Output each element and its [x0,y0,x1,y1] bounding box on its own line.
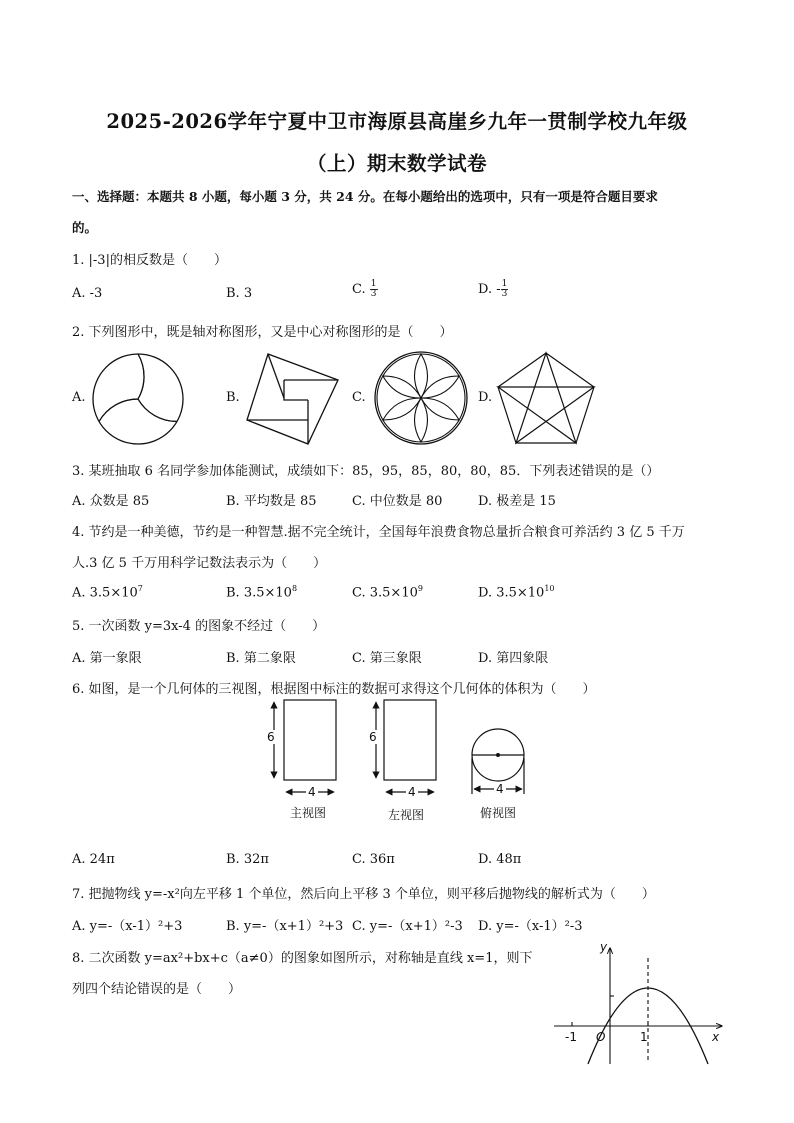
q4-option-b: B. $3.5\times 10^8$ [226,584,298,601]
q3-option-b: B. 平均数是 85 [226,494,317,509]
q6-option-d: D. 48π [478,852,522,867]
q6-front-height-label: 6 [267,730,275,744]
q8-tick-1-label: 1 [640,1030,648,1044]
q2-option-d: D. [478,390,493,405]
q2-option-c: C. [352,390,366,405]
q2-figure-b-square [244,352,340,446]
q1-option-c: C. $\frac{1}{3}$ [352,279,377,299]
q2-figure-c-flower [373,350,469,446]
q3-option-c: C. 中位数是 80 [352,494,443,509]
q2-option-b: B. [226,390,240,405]
q8-tick-neg1-label: -1 [565,1030,577,1044]
side-view-rect [384,700,436,780]
q1-option-b: B. 3 [226,286,253,301]
q8-origin-label: O [596,1030,606,1044]
q4-option-a: A. $3.5\times 10^7$ [72,584,143,601]
q2-stem: 2. 下列图形中，既是轴对称图形，又是中心对称图形的是（ ） [72,325,453,340]
q4-stem-line2: 人.3 亿 5 千万用科学记数法表示为（ ） [72,556,327,571]
q3-stem: 3. 某班抽取 6 名同学参加体能测试，成绩如下：85，95，85，80，80，85．下列表述错误的是（） [72,464,660,479]
q6-side-width-label: 4 [408,785,416,799]
q5-option-b: B. 第二象限 [226,651,296,666]
q8-y-axis-label: y [600,940,608,954]
q6-option-b: B. 32π [226,852,269,867]
front-view-rect [284,700,336,780]
q1-option-d: D. - $\frac{1}{3}$ [478,279,508,299]
q4-stem-line1: 4. 节约是一种美德，节约是一种智慧.据不完全统计，全国每年浪费食物总量折合粮食可养活约 3 亿 5 千万 [72,525,685,540]
q7-option-d: D. y=-（x-1）²-3 [478,919,583,934]
q8-stem-line2: 列四个结论错误的是（ ） [72,982,242,997]
q7-option-c: C. y=-（x+1）²-3 [352,919,463,934]
q1-c-fraction: $\frac{1}{3}$ [370,279,377,299]
q6-top-view-caption: 俯视图 [480,806,517,820]
exam-title-line1: 2025-2026学年宁夏中卫市海原县高崖乡九年一贯制学校九年级 [106,110,688,133]
q6-stem: 6. 如图，是一个几何体的三视图，根据图中标注的数据可求得这个几何体的体积为（ ） [72,682,596,697]
q3-option-a: A. 众数是 85 [72,494,150,509]
q6-side-view-caption: 左视图 [388,808,425,822]
q6-top-width-label: 4 [496,782,504,796]
q6-option-c: C. 36π [352,852,395,867]
q8-parabola-graph [552,942,730,1068]
q5-option-c: C. 第三象限 [352,651,422,666]
exam-title-line2: （上）期末数学试卷 [306,152,487,175]
section-instructions-line1: 一、选择题：本题共 8 小题，每小题 3 分，共 24 分。在每小题给出的选项中，只有一项是符合题目要求 [72,189,658,204]
q6-side-height-label: 6 [369,730,377,744]
q6-option-a: A. 24π [72,852,115,867]
q4-option-d: D. $3.5\times 10^{10}$ [478,584,555,601]
q5-option-d: D. 第四象限 [478,651,549,666]
q2-figure-a-circle-trefoil [91,352,185,446]
q1-option-a: A. -3 [72,286,103,301]
q7-option-b: B. y=-（x+1）²+3 [226,919,344,934]
q7-stem: 7. 把抛物线 y=-x²向左平移 1 个单位，然后向上平移 3 个单位，则平移后抛物线的解析式为（ ） [72,887,655,902]
section-instructions-line2: 的。 [72,220,98,235]
q2-option-a: A. [72,390,86,405]
q6-front-view-caption: 主视图 [290,806,327,820]
q8-x-axis-label: x [712,1030,720,1044]
q1-d-fraction: $\frac{1}{3}$ [501,279,508,299]
q2-figure-d-pentagram [496,350,596,446]
q7-option-a: A. y=-（x-1）²+3 [72,919,183,934]
q6-front-width-label: 4 [308,785,316,799]
q8-stem-line1: 8. 二次函数 y=ax²+bx+c（a≠0）的图象如图所示，对称轴是直线 x=1，则下 [72,951,533,966]
q5-option-a: A. 第一象限 [72,651,142,666]
q3-option-d: D. 极差是 15 [478,494,556,509]
q5-stem: 5. 一次函数 y=3x-4 的图象不经过（ ） [72,619,326,634]
q1-stem: 1. |-3|的相反数是（ ） [72,253,227,268]
q4-option-c: C. $3.5\times 10^9$ [352,584,423,601]
